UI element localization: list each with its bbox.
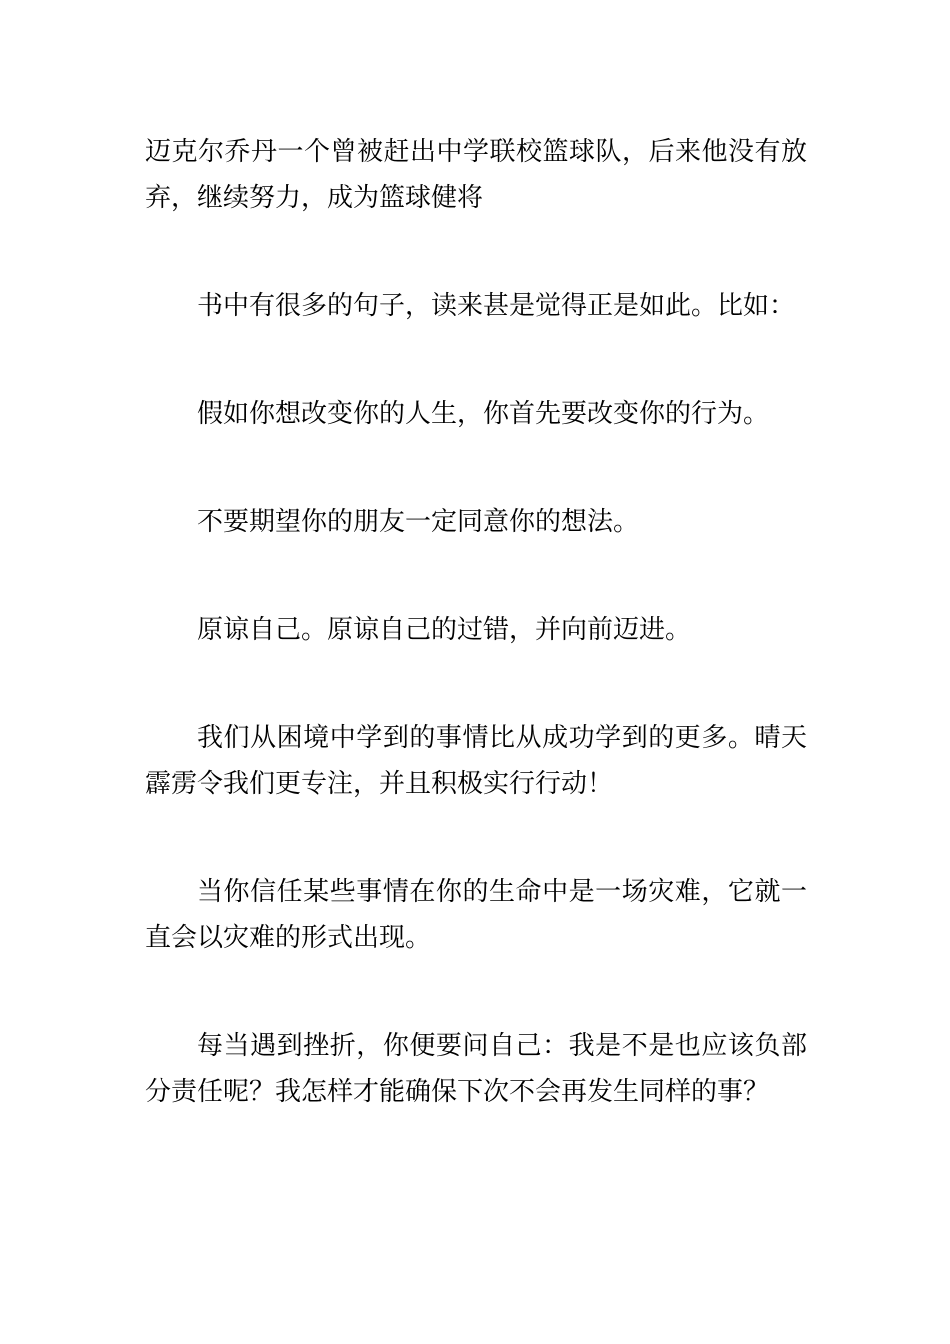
paragraph: 迈克尔乔丹一个曾被赶出中学联校篮球队，后来他没有放弃，继续努力，成为篮球健将 — [145, 137, 807, 213]
paragraph: 假如你想改变你的人生，你首先要改变你的行为。 — [197, 399, 770, 429]
paragraph: 我们从困境中学到的事情比从成功学到的更多。晴天霹雳令我们更专注，并且积极实行行动！ — [145, 723, 807, 799]
document-body — [145, 129, 807, 1177]
paragraph: 当你信任某些事情在你的生命中是一场灾难，它就一直会以灾难的形式出现。 — [145, 877, 807, 953]
paragraph: 不要期望你的朋友一定同意你的想法。 — [197, 507, 640, 537]
paragraph: 书中有很多的句子，读来甚是觉得正是如此。比如： — [197, 291, 796, 321]
paragraph: 原谅自己。原谅自己的过错，并向前迈进。 — [197, 615, 692, 645]
paragraph: 每当遇到挫折，你便要问自己：我是不是也应该负部分责任呢？我怎样才能确保下次不会再发生同样的事？ — [145, 1031, 807, 1107]
